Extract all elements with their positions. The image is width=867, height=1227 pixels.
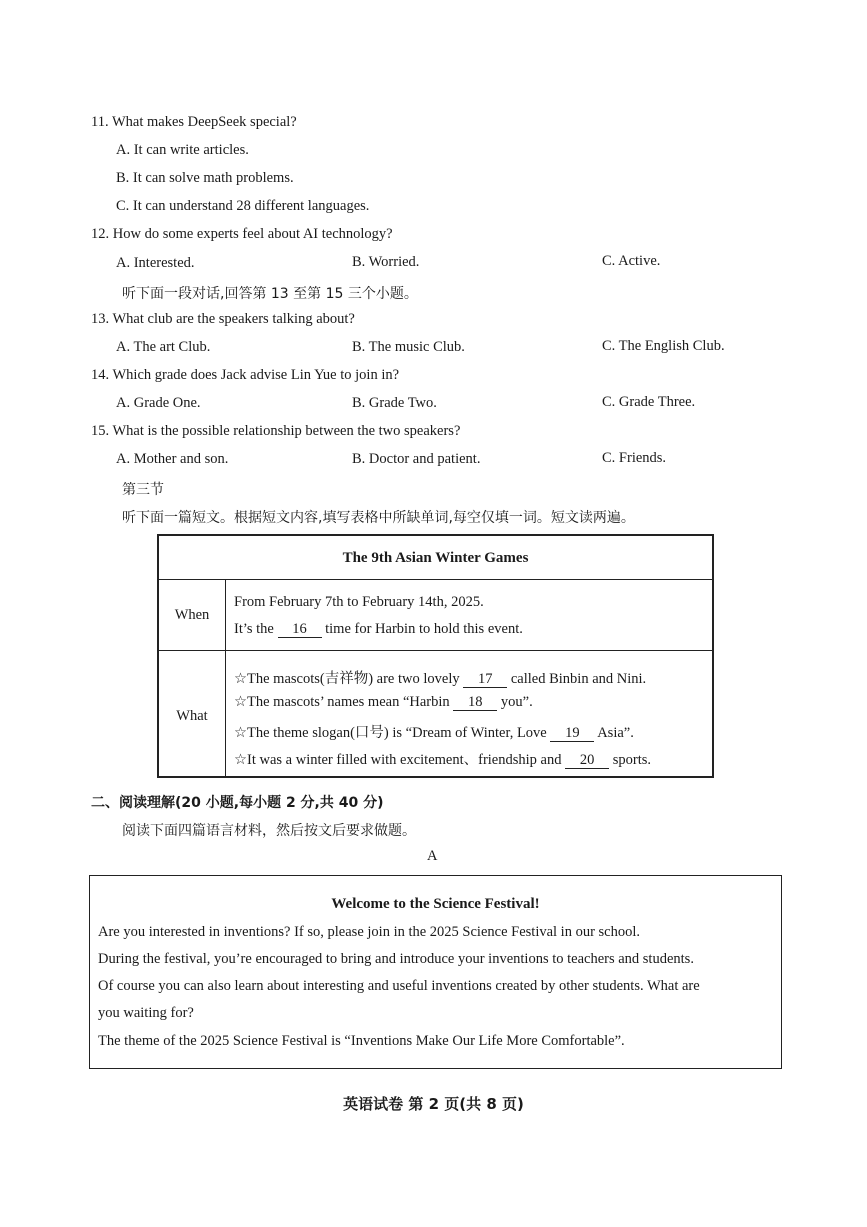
what-line-19-text: ☆The theme slogan(口号) is “Dream of Winter, Love	[234, 725, 547, 741]
question-12-option-c: C. Active.	[602, 253, 661, 269]
blank-17: 17	[463, 672, 507, 688]
passage-line: Are you interested in inventions? If so, please join in the 2025 Science Festival in our school.	[98, 924, 641, 940]
section-3-instruction: 听下面一篇短文。根据短文内容,填写表格中所缺单词,每空仅填一词。短文读两遍。	[122, 510, 635, 526]
what-line-17-text-end: called Binbin and Nini.	[510, 671, 647, 687]
passage-letter: A	[427, 848, 438, 864]
question-14-option-a: A. Grade One.	[116, 395, 201, 411]
what-line-17-text: ☆The mascots(吉祥物) are two lovely	[234, 671, 460, 687]
question-13-option-c: C. The English Club.	[602, 338, 725, 354]
passage-line: The theme of the 2025 Science Festival is “Inventions Make Our Life More Comfortable”.	[98, 1033, 625, 1049]
what-line-20-text-end: sports.	[612, 752, 652, 768]
question-13-option-b: B. The music Club.	[352, 339, 465, 355]
page-footer: 英语试卷 第 2 页(共 8 页)	[343, 1095, 524, 1113]
question-15-option-c: C. Friends.	[602, 450, 667, 466]
part-2-instruction: 阅读下面四篇语言材料，然后按文后要求做题。	[122, 823, 416, 839]
question-11-option-a: A. It can write articles.	[116, 142, 249, 158]
question-11-option-b: B. It can solve math problems.	[116, 170, 294, 186]
what-line-17	[234, 667, 646, 688]
question-13-stem: 13. What club are the speakers talking about?	[91, 311, 355, 327]
question-13-option-a: A. The art Club.	[116, 339, 211, 355]
question-15-stem: 15. What is the possible relationship between the two speakers?	[91, 423, 461, 439]
passage-title: Welcome to the Science Festival!	[331, 896, 540, 912]
what-line-19-text-end: Asia”.	[597, 725, 634, 741]
table-column-divider	[225, 580, 226, 776]
listening-instruction: 听下面一段对话,回答第 13 至第 15 三个小题。	[122, 286, 418, 302]
question-11-stem: 11. What makes DeepSeek special?	[91, 114, 297, 130]
question-11-option-c: C. It can understand 28 different languages.	[116, 198, 370, 214]
part-2-heading: 二、阅读理解(20 小题,每小题 2 分,共 40 分)	[91, 795, 384, 811]
question-14-option-b: B. Grade Two.	[352, 395, 437, 411]
question-15-option-a: A. Mother and son.	[116, 451, 229, 467]
what-line-18-text: ☆The mascots’ names mean “Harbin	[234, 694, 450, 710]
winter-games-table	[157, 534, 714, 778]
question-14-stem: 14. Which grade does Jack advise Lin Yue to join in?	[91, 367, 400, 383]
table-title: The 9th Asian Winter Games	[342, 550, 529, 566]
what-line-20	[234, 748, 651, 769]
passage-a-box	[89, 875, 782, 1069]
table-divider	[159, 650, 712, 651]
what-line-18	[234, 694, 533, 711]
table-label-what: What	[176, 708, 208, 724]
section-3-heading: 第三节	[122, 482, 164, 498]
table-label-when: When	[174, 607, 210, 623]
passage-line: Of course you can also learn about interesting and useful inventions created by other students. What are	[98, 978, 700, 994]
when-line-2-text: It’s the	[234, 621, 274, 637]
blank-18: 18	[453, 695, 497, 711]
question-14-option-c: C. Grade Three.	[602, 394, 696, 410]
what-line-18-text-end: you”.	[500, 694, 533, 710]
blank-19: 19	[550, 726, 594, 742]
when-line-1: From February 7th to February 14th, 2025.	[234, 594, 484, 610]
what-line-19	[234, 721, 634, 742]
question-12-stem: 12. How do some experts feel about AI technology?	[91, 226, 393, 242]
passage-line: During the festival, you’re encouraged to bring and introduce your inventions to teachers and students.	[98, 951, 694, 967]
question-12-option-a: A. Interested.	[116, 255, 195, 271]
table-divider	[159, 579, 712, 580]
what-line-20-text: ☆It was a winter filled with excitement、friendship and	[234, 752, 562, 768]
question-15-option-b: B. Doctor and patient.	[352, 451, 481, 467]
when-line-2	[234, 621, 523, 638]
question-12-option-b: B. Worried.	[352, 254, 420, 270]
blank-16: 16	[278, 622, 322, 638]
blank-20: 20	[565, 753, 609, 769]
when-line-2-text-end: time for Harbin to hold this event.	[325, 621, 523, 637]
passage-line: you waiting for?	[98, 1005, 194, 1021]
